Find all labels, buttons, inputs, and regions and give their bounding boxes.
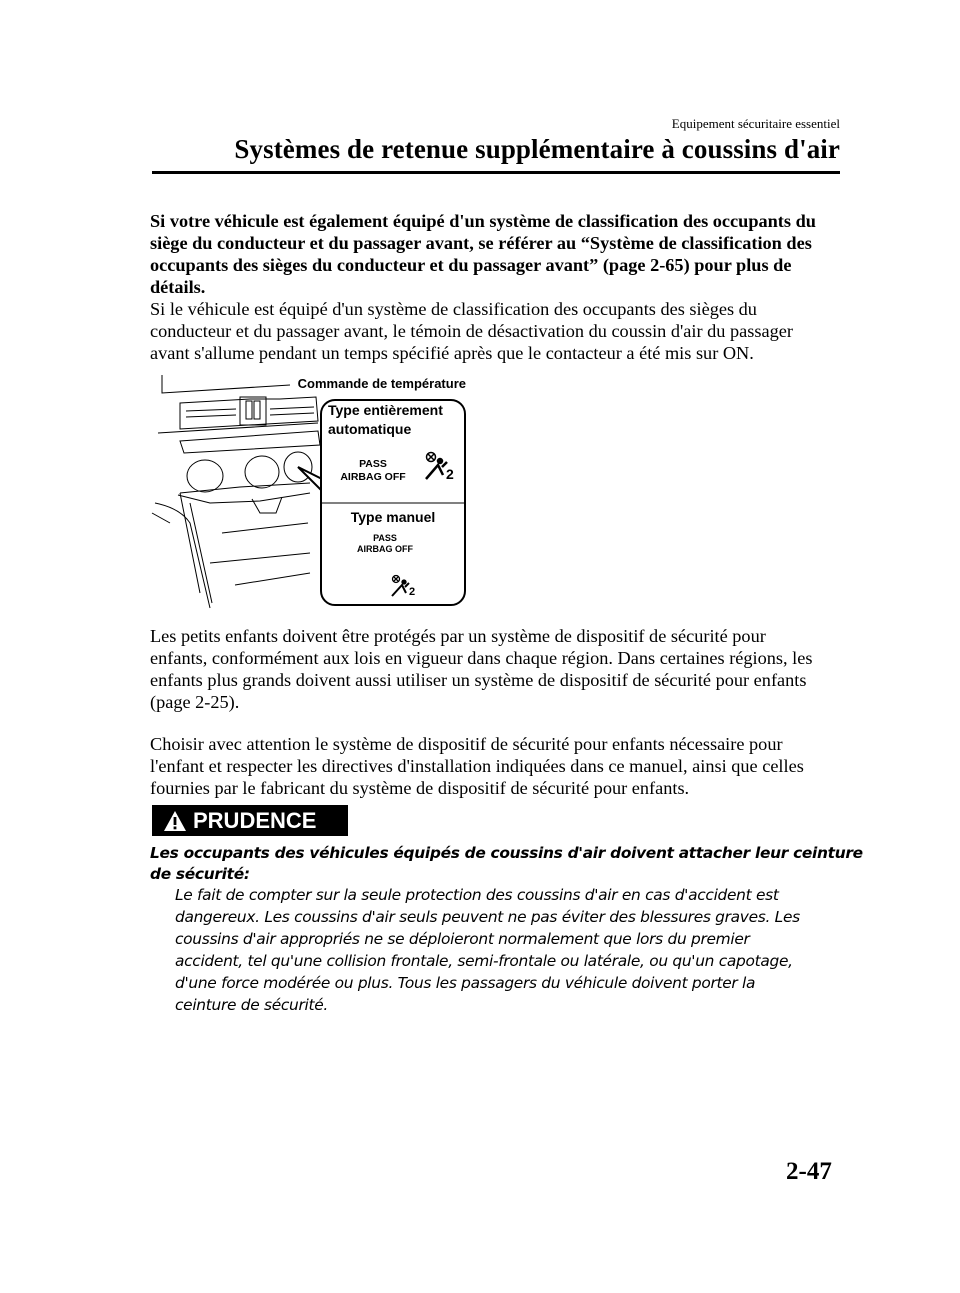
caution-banner xyxy=(152,805,348,836)
caution-heading: Les occupants des véhicules équipés de coussins d'air doivent attacher leur ceinture xyxy=(150,844,863,862)
manual-type-title: Type manuel xyxy=(350,509,436,525)
pass-label: PASS xyxy=(373,533,397,543)
auto-type-title-2: automatique xyxy=(328,421,412,437)
body-line: Choisir avec attention le système de dispositif de sécurité pour enfants nécessaire pour xyxy=(150,734,783,754)
intro-line: avant s'allume pendant un temps spécifié après que le contacteur a été mis sur ON. xyxy=(150,343,754,363)
intro-bold-line: occupants des sièges du conducteur et du passager avant” (page 2-65) pour plus de xyxy=(150,255,792,275)
intro-bold-line: siège du conducteur et du passager avant, se référer au “Système de classification des xyxy=(150,233,812,253)
body-line: (page 2-25). xyxy=(150,692,240,712)
section-header: Equipement sécuritaire essentiel xyxy=(671,116,840,131)
dashboard-illustration xyxy=(152,375,320,608)
callout-label: Commande de température xyxy=(297,376,466,391)
caution-heading: de sécurité: xyxy=(150,865,250,883)
body-line: l'enfant et respecter les directives d'installation indiquées dans ce manuel, ainsi que celles xyxy=(150,756,804,776)
body-line: Les petits enfants doivent être protégés par un système de dispositif de sécurité pour xyxy=(150,626,766,646)
body-line: enfants, conformément aux lois en vigueur dans chaque région. Dans certaines régions, les xyxy=(150,648,813,668)
caution-body-line: coussins d'air appropriés ne se déploieront normalement que lors du premier xyxy=(175,930,750,948)
intro-line: conducteur et du passager avant, le témoin de désactivation du coussin d'air du passager xyxy=(150,321,793,341)
airbag-indicator-figure xyxy=(150,363,480,611)
caution-body-line: d'une force modérée ou plus. Tous les passagers du véhicule doivent porter la xyxy=(175,974,756,992)
caution-body-line: ceinture de sécurité. xyxy=(175,996,328,1014)
body-line: enfants plus grands doivent aussi utiliser un système de dispositif de sécurité pour enfants xyxy=(150,670,807,690)
body-line: fournies par le fabricant du système de dispositif de sécurité pour enfants. xyxy=(150,778,690,798)
intro-line: Si le véhicule est équipé d'un système de classification des occupants des sièges du xyxy=(150,299,757,319)
caution-body-line: Le fait de compter sur la seule protection des coussins d'air en cas d'accident est xyxy=(175,886,779,904)
auto-type-title: Type entièrement xyxy=(328,402,443,418)
page-title: Systèmes de retenue supplémentaire à coussins d'air xyxy=(234,134,840,164)
header-rule xyxy=(152,171,840,174)
airbag-off-label: AIRBAG OFF xyxy=(340,471,406,483)
caution-label: PRUDENCE xyxy=(193,807,317,833)
svg-text:2: 2 xyxy=(409,586,416,598)
warning-icon xyxy=(163,810,187,832)
intro-bold-line: Si votre véhicule est également équipé d'un système de classification des occupants du xyxy=(150,211,816,231)
pass-label: PASS xyxy=(359,458,387,470)
caution-body-line: dangereux. Les coussins d'air seuls peuvent ne pas éviter des blessures graves. Les xyxy=(175,908,800,926)
caution-body-line: accident, tel qu'une collision frontale, semi-frontale ou latérale, ou qu'un capotage, xyxy=(175,952,793,970)
page-number: 2-47 xyxy=(786,1158,832,1185)
svg-text:2: 2 xyxy=(446,466,454,482)
intro-bold-line: détails. xyxy=(150,277,206,297)
airbag-off-label: AIRBAG OFF xyxy=(357,544,413,554)
